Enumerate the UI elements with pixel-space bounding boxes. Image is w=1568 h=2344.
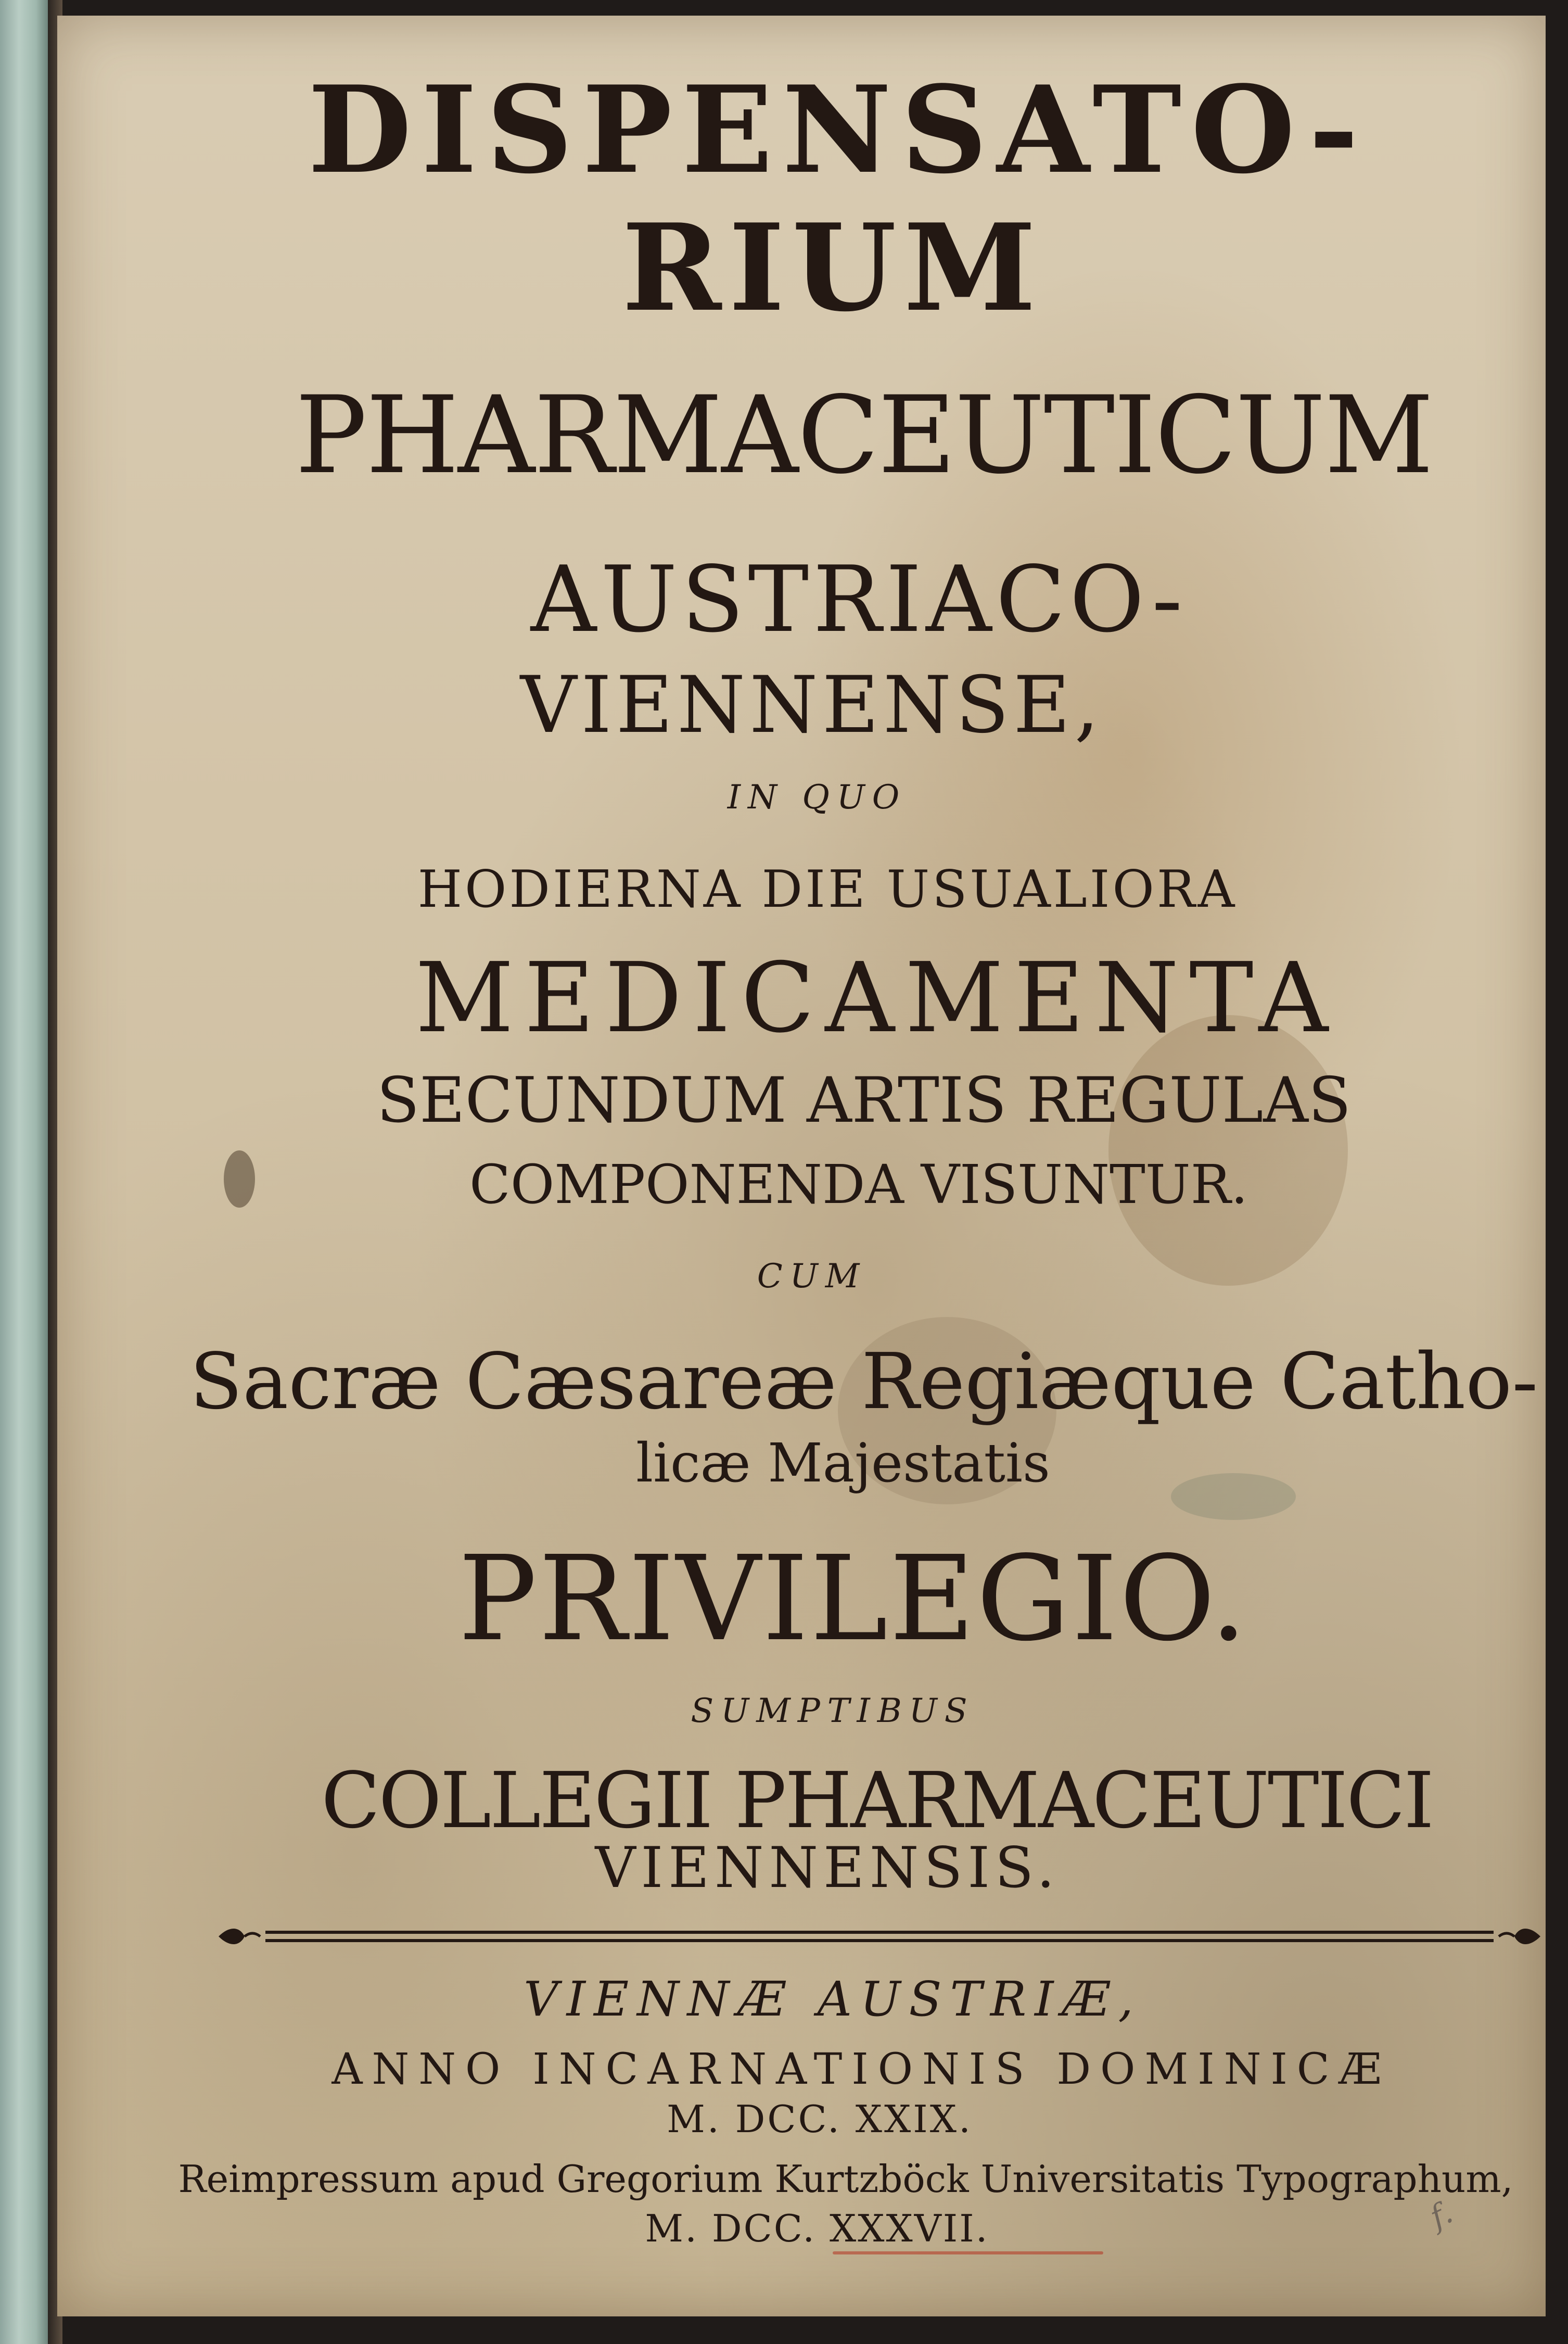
privilegio-heading: PRIVILEGIO. (458, 1531, 1249, 1667)
subtitle-line-3: SECUNDUM ARTIS REGULAS (376, 1065, 1352, 1137)
pencil-annotation: f. (1424, 2194, 1459, 2236)
title-line-3: PHARMACEUTICUM (295, 374, 1433, 498)
subtitle-medicamenta: MEDICAMENTA (415, 942, 1339, 1054)
title-line-4: AUSTRIACO- (530, 547, 1187, 653)
imprint-anno: ANNO INCARNATIONIS DOMINICÆ (332, 2045, 1391, 2094)
title-line-2: RIUM (622, 198, 1043, 338)
imprint-year-1729: M. DCC. XXIX. (667, 2097, 973, 2141)
publisher-line-1: COLLEGII PHARMACEUTICI (321, 1756, 1433, 1845)
publisher-line-2: VIENNENSIS. (595, 1835, 1060, 1900)
imprint-place: VIENNÆ AUSTRIÆ, (524, 1971, 1142, 2027)
title-text-block (57, 16, 1546, 2316)
reprint-year-1737: M. DCC. XXXVII. (645, 2207, 989, 2250)
privilege-cum: CUM (757, 1257, 867, 1296)
red-pencil-underline (833, 2251, 1103, 2254)
title-page (57, 16, 1546, 2316)
subtitle-in-quo: IN QUO (727, 778, 907, 817)
title-line-5: VIENNENSE, (520, 660, 1104, 751)
reprint-printer: Reimpressum apud Gregorium Kurtzböck Universitatis Typographum, (178, 2157, 1513, 2201)
title-line-1: DISPENSATO- (308, 60, 1368, 200)
privilege-line-1: Sacræ Cæsareæ Regiæque Catho- (189, 1337, 1538, 1426)
ornamental-rule (213, 1921, 1546, 1952)
privilege-line-2: licæ Majestatis (636, 1432, 1050, 1494)
sumptibus-label: SUMPTIBUS (691, 1692, 975, 1730)
subtitle-line-4: COMPONENDA VISUNTUR. (469, 1154, 1248, 1216)
subtitle-line-1: HODIERNA DIE USUALIORA (417, 860, 1238, 919)
binding-strip (0, 0, 48, 2344)
